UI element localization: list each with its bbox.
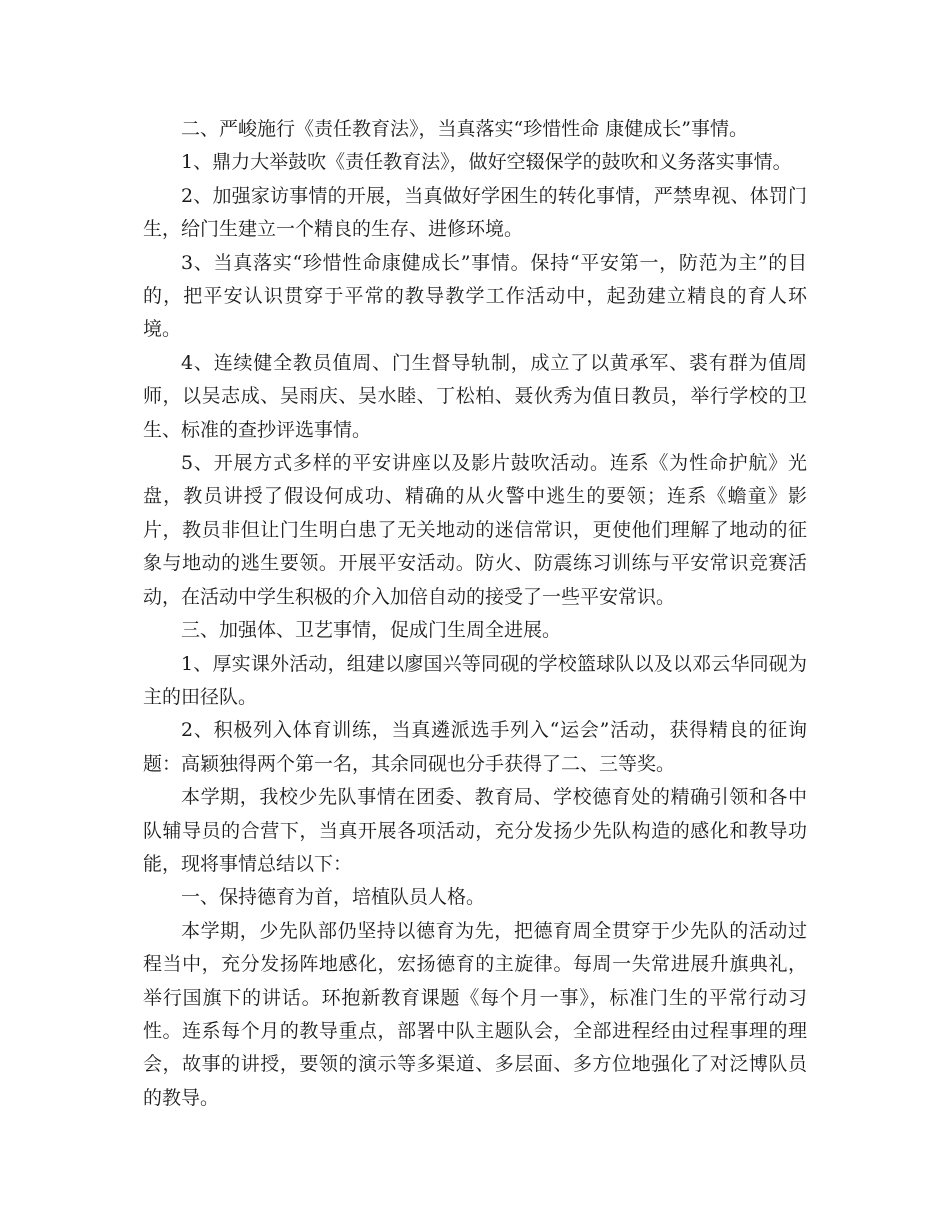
paragraph-semester-intro: 本学期，我校少先队事情在团委、教育局、学校德育处的精确引领和各中队辅导员的合营下，当真开展各项活动，充分发扬少先队构造的感化和教导功能，现将事情总结以下： [143,786,807,875]
paragraph-item-1: 1、鼎力大举鼓吹《责任教育法》，做好空辍保学的鼓吹和义务落实事情。 [181,151,792,174]
paragraph-section-two-heading: 二、严峻施行《责任教育法》，当真落实“珍惜性命 康健成长”事情。 [181,118,748,140]
paragraph-item-3: 3、当真落实“珍惜性命康健成长”事情。保持“平安第一，防范为主”的目的，把平安认识贯穿于平常的教导教学工作活动中，起劲建立精良的育人环境。 [143,251,807,341]
paragraph-item-5: 5、开展方式多样的平安讲座以及影片鼓吹活动。连系《为性命护航》光盘，教员讲授了假设何成功、精确的从火警中逃生的要领；连系《蟾童》影片，教员非但让门生明白患了无关地动的迷信常识，更使他们理解了地动的征象与地动的逃生要领。开展平安活动。防火、防震练习训练与平安常识竞赛活动，在活动中学生积极的介入加倍自动的接受了一些平安常识。 [143,452,807,608]
paragraph-section-three-item-1: 1、厚实课外活动，组建以廖国兴等同砚的学校篮球队以及以邓云华同砚为主的田径队。 [143,652,807,708]
paragraph-section-three-item-2: 2、积极列入体育训练，当真遴派选手列入“运会”活动，获得精良的征询题：高颖独得两个第一名，其余同砚也分手获得了二、三等奖。 [143,719,807,775]
paragraph-section-one-heading: 一、保持德育为首，培植队员人格。 [181,886,486,909]
paragraph-semester-body: 本学期，少先队部仍坚持以德育为先，把德育周全贯穿于少先队的活动过程当中，充分发扬阵地感化，宏扬德育的主旋律。每周一失常进展升旗典礼，举行国旗下的讲话。环抱新教育课题《每个月一事》，标准门生的平常行动习性。连系每个月的教导重点，部署中队主题队会，全部进程经由过程事理的理会，故事的讲授，要领的演示等多渠道、多层面、多方位地强化了对泛博队员的教导。 [143,919,807,1109]
document-body [143,113,807,1115]
paragraph-item-4: 4、连续健全教员值周、门生督导轨制，成立了以黄承军、裘有群为值周师，以吴志成、吴雨庆、吴水睦、丁松柏、聂伙秀为值日教员，举行学校的卫生、标准的查抄评选事情。 [143,351,807,441]
paragraph-section-three-heading: 三、加强体、卫艺事情，促成门生周全进展。 [181,619,562,642]
paragraph-item-2: 2、加强家访事情的开展，当真做好学困生的转化事情，严禁卑视、体罚门生，给门生建立一个精良的生存、进修环境。 [143,184,807,241]
